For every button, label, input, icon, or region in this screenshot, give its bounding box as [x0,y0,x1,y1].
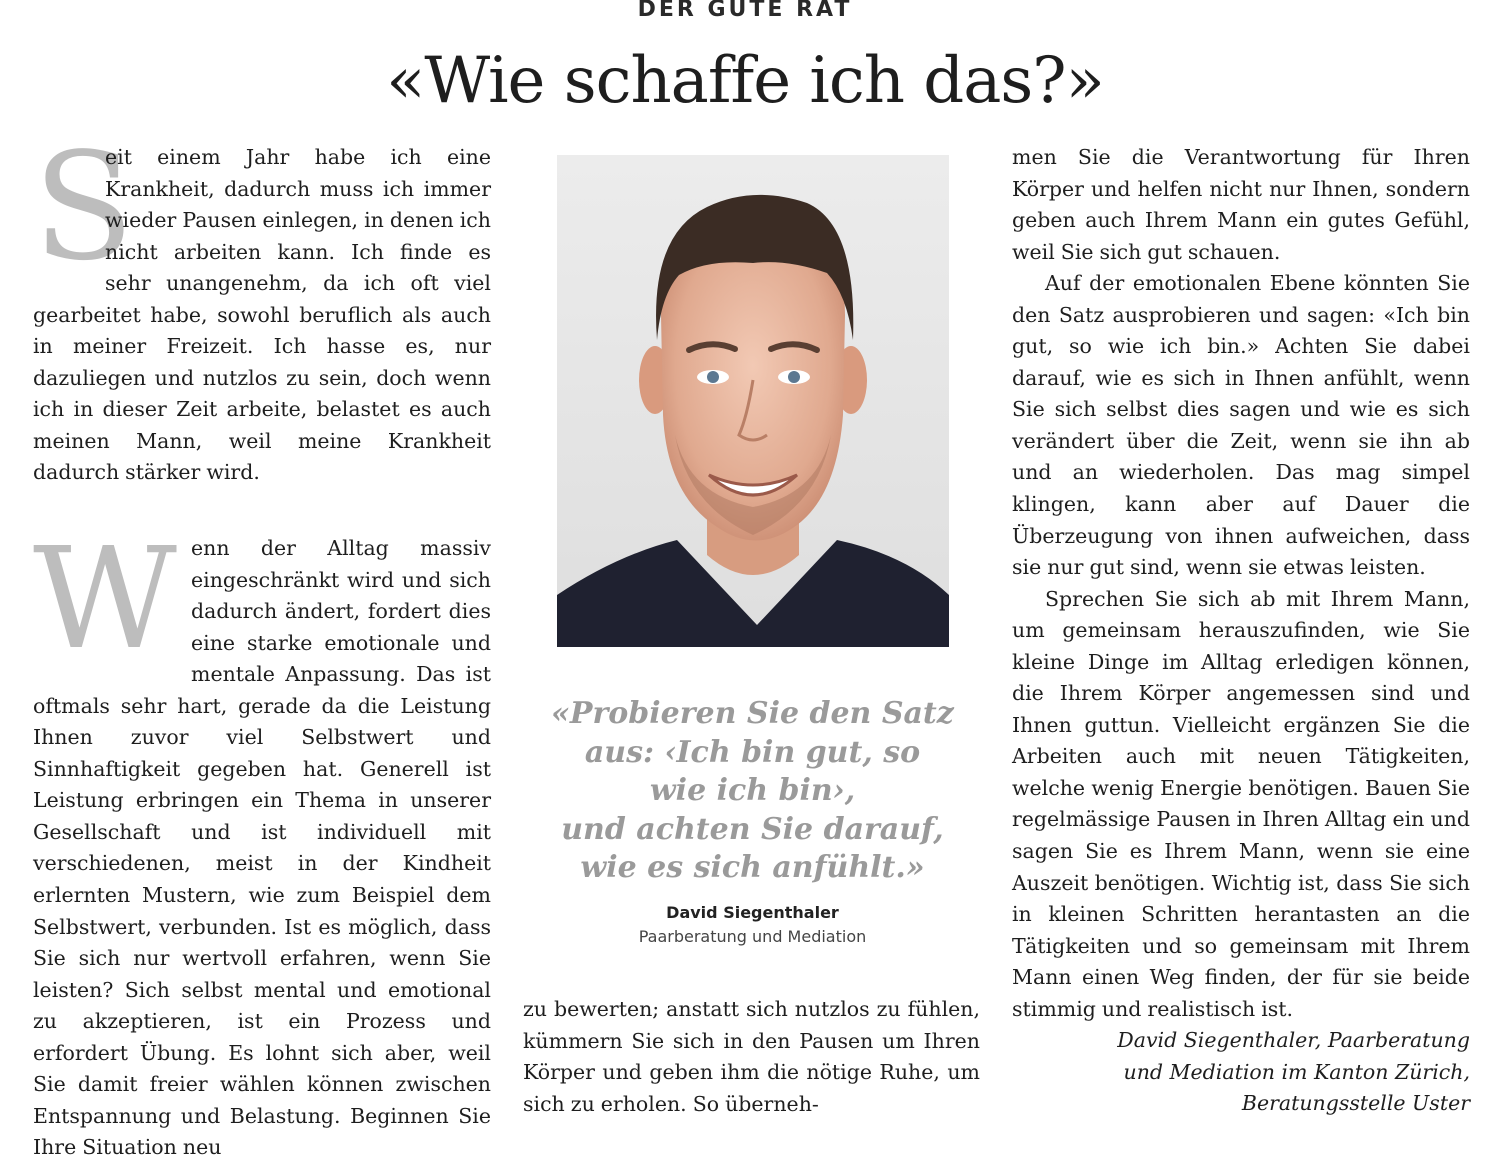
pull-quote-line: aus: ‹Ich bin gut, so [584,734,921,770]
answer-paragraph-right-3: Sprechen Sie sich ab mit Ihrem Mann, um gemeinsam herauszufinden, wie Sie kleine Dinge im Alltag erledigen können, die Ihrem Körper angemessen sind und Ihnen guttun. Vielleicht ergänzen Sie die Arbeiten auch mit neuen Tätigkeiten, welche wenig Energie benötigen. Bauen Sie regelmässige Pausen in Ihren Alltag ein und sagen Sie es Ihrem Mann, wenn sie eine Auszeit benötigen. Wichtig ist, dass Sie sich in kleinen Schritten herantasten an die Tätigkeiten und so gemeinsam mit Ihrem Mann einen Weg finden, der für sie beide stimmig und realistisch ist. [1012,586,1470,1021]
signature-line: Beratungsstelle Uster [1241,1091,1470,1115]
headline: «Wie schaffe ich das?» [386,44,1104,118]
pull-quote-line: und achten Sie darauf, [561,811,944,847]
answer-text-left: enn der Alltag massiv eingeschränkt wird und sich dadurch ändert, fordert dies eine starke emotionale und mentale Anpassung. Das ist oftmals sehr hart, gerade da die Leistung Ihnen zuvor viel Selbstwert und Sinnhaftigkeit gegeben hat. Generell ist Leistung erbringen ein Thema in unserer Gesellschaft und ist individuell mit verschiedenen, meist in der Kindheit erlernten Mustern, wie zum Beispiel dem Selbstwert, verbunden. Ist es möglich, dass Sie sich nur wertvoll erfahren, wenn Sie leisten? Sich selbst mental und emotional zu akzeptieren, ist ein Prozess und erfordert Übung. Es lohnt sich aber, weil Sie damit freier wählen können zwischen Entspannung und Belastung. Beginnen Sie Ihre Situation neu [33,536,491,1160]
author-signature [1012,1025,1470,1120]
author-portrait-photo [557,155,949,647]
answer-paragraph-1 [33,518,491,1164]
signature-line: und Mediation im Kanton Zürich, [1123,1059,1470,1084]
letter-text: eit einem Jahr habe ich eine Krankheit, dadurch muss ich immer wieder Pausen einlegen, in denen ich nicht arbeiten kann. Ich finde es sehr unangenehm, da ich oft viel gearbeitet habe, sowohl beruflich als auch in meiner Freizeit. Ich hasse es, nur dazuliegen und nutzlos zu sein, doch wenn ich in dieser Zeit arbeite, belastet es auch meinen Mann, weil meine Krankheit dadurch stärker wird. [33,145,491,485]
pull-quote-line: wie es sich anfühlt.» [580,850,925,885]
column-left [33,121,491,1164]
reader-letter [33,121,491,489]
pull-quote-line: «Probieren Sie den Satz [551,696,954,731]
pull-quote [540,695,965,888]
dropcap-s: S [33,121,135,293]
section-kicker: DER GUTE RAT [637,0,853,22]
pull-quote-author: David Siegenthaler [666,903,839,922]
pull-quote-role: Paarberatung und Mediation [638,927,867,946]
answer-text-middle: zu bewerten; anstatt sich nutzlos zu fühlen, kümmern Sie sich in den Pausen um Ihren Körper und geben ihm die nötige Ruhe, um sich zu erholen. So überneh- [523,997,980,1116]
answer-paragraph-right-2: Auf der emotionalen Ebene könnten Sie den Satz ausprobieren und sagen: «Ich bin gut, so wie ich bin.» Achten Sie dabei darauf, wie es sich in Ihnen anfühlt, wenn Sie sich selbst dies sagen und wie es sich verändert über die Zeit, wenn sie ihn ab und an wiederholen. Das mag simpel klingen, kann aber auf Dauer die Überzeugung von ihnen aufweichen, dass sie nur gut sind, wenn sie etwas leisten. [1012,271,1470,580]
pull-quote-line: wie ich bin›, [649,773,856,808]
answer-paragraph-right-1: men Sie die Verantwortung für Ihren Körper und helfen nicht nur Ihnen, sondern geben auch Ihrem Mann ein gutes Gefühl, weil Sie sich gut schauen. [1012,145,1470,264]
portrait-illustration [557,155,949,647]
column-right [1012,142,1470,1025]
column-middle [523,994,980,1120]
dropcap-w: W [33,518,177,682]
signature-line: David Siegenthaler, Paarberatung [1117,1028,1470,1052]
